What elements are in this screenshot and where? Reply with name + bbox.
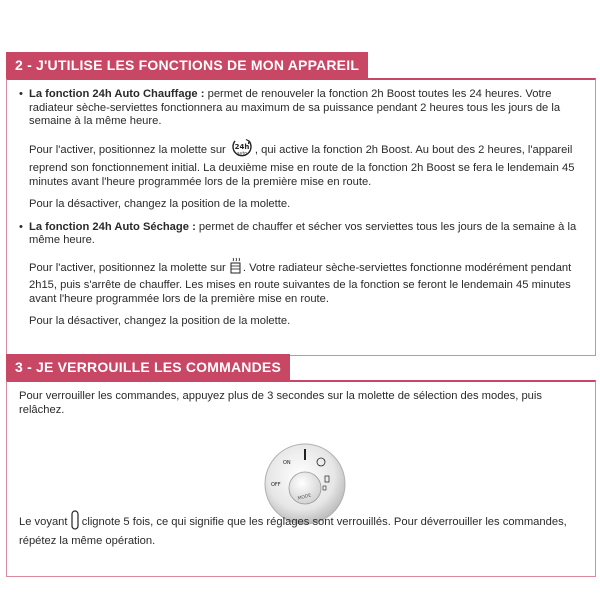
item-title: La fonction 24h Auto Chauffage : (29, 88, 205, 100)
section-functions (6, 52, 596, 356)
svg-text:ON: ON (283, 460, 291, 466)
24h-auto-icon (229, 138, 255, 163)
svg-text:OFF: OFF (271, 482, 281, 488)
list-item: • La fonction 24h Auto Séchage : permet de chauffer et sécher vos serviettes tous les jours de la semaine à la même heure. (19, 220, 577, 246)
svg-text:24h: 24h (234, 142, 250, 151)
svg-text:auto: auto (236, 151, 247, 156)
section-lock (6, 354, 596, 577)
section-content: • La fonction 24h Auto Chauffage : permet de renouveler la fonction 2h Boost toutes les 24 heures. Votre radiateur sèche-serviettes fonctionnera au maximum de sa puissance pendant 2 heures tous les jours de la semaine à la même heure. Pour l'activer, positionnez la molette sur 24h auto , qui active la fonction 2h Boost. Au bout des 2 heures, l'appareil reprend son fonctionnement initial. La deuxième mise en route de la fonction 2h Boost se fera le lendemain 45 minutes avant l'heure programmée lors de la première mise en route. Pour la désactiver, changez la position de la molette. • La fonction 24h Auto Séchage : permet de chauffer et sécher vos serviettes tous les jours de la semaine à la même heure. Pour l'activer, positionnez la molette sur . Votre radiateur sèche-serviettes fonctionne modérément pendant 2h15, puis s'arrête de chauffer. Les mises en route suivantes de la fonction se feront le lendemain 45 minutes avant l'heure programmée lors de la première mise en route. Pour la désactiver, changez la position de la molette. (6, 78, 596, 356)
section-content: Pour verrouiller les commandes, appuyez plus de 3 secondes sur la molette de sélection des modes, puis relâchez. ON OFF MODE Le voyant clignote 5 fois, ce qui signifie que les réglages sont verrouillés. Pour déverrouiller les commandes, répétez la même opération. (6, 380, 596, 577)
item-title: La fonction 24h Auto Séchage : (29, 220, 196, 233)
list-item: • La fonction 24h Auto Chauffage : permet de renouveler la fonction 2h Boost toutes les 24 heures. Votre radiateur sèche-serviettes fonctionnera au maximum de sa puissance pendant 2 heures tous les jours de la semaine à la même heure. (19, 88, 561, 127)
section-title: 3 - JE VERROUILLE LES COMMANDES (6, 354, 290, 380)
indicator-light-icon (71, 510, 79, 535)
section-title: 2 - J'UTILISE LES FONCTIONS DE MON APPAREIL (6, 52, 368, 78)
svg-text:MODE: MODE (297, 493, 312, 502)
towel-dry-icon (229, 257, 243, 280)
